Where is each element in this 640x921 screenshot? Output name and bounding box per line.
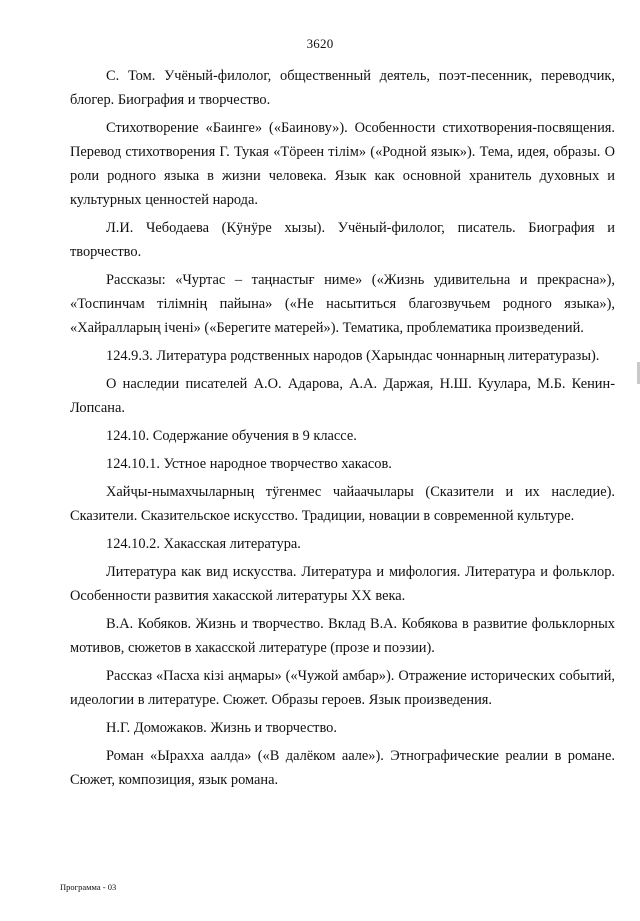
paragraph-bainge-poem: Стихотворение «Баинге» («Баинову»). Особенности стихотворения-посвящения. Перевод стихотворения Г. Тукая «Тöреен тiлiм» («Родной язык»). Тема, идея, образы. О роли родного языка в жизни человека. Язык как основной хранитель духовных и культурных ценностей народа. (70, 120, 615, 208)
paragraph-tom-biography: С. Том. Учёный-филолог, общественный деятель, поэт-песенник, переводчик, блогер. Биография и творчество. (70, 68, 615, 108)
section-heading-124-9-3: 124.9.3. Литература родственных народов (Харындас чоннарның литературазы). (106, 348, 600, 364)
section-heading-124-10: 124.10. Содержание обучения в 9 классе. (106, 428, 357, 444)
main-text (70, 64, 615, 796)
paragraph-domozhakov-biography: Н.Г. Доможаков. Жизнь и творчество. (106, 720, 337, 736)
page-number: 3620 (306, 36, 334, 51)
paragraph-chebodaeva-stories: Рассказы: «Чуртас – таңнастығ ниме» («Жизнь удивительна и прекрасна»), «Тоспинчам тiлiмнiң пайына» («Не насытиться благозвучьем родного языка»), «Хайралларың iченi» («Берегите матерей»). Тематика, проблематика произведений. (70, 272, 615, 336)
paragraph-kobyakov-story: Рассказ «Пасха кiзi аңмары» («Чужой амбар»). Отражение исторических событий, идеологии в литературе. Сюжет. Образы героев. Язык произведения. (70, 668, 615, 708)
paragraph-kobyakov-biography: В.А. Кобяков. Жизнь и творчество. Вклад В.А. Кобякова в развитие фольклорных мотивов, сюжетов в хакасской литературе (прозе и поэзии). (70, 616, 615, 656)
paragraph-related-writers: О наследии писателей А.О. Адарова, А.А. Даржая, Н.Ш. Куулара, М.Б. Кенин-Лопсана. (70, 376, 615, 416)
paragraph-domozhakov-novel: Роман «Ырахха аалда» («В далёком аале»). Этнографические реалии в романе. Сюжет, композиция, язык романа. (70, 748, 615, 788)
page-footer: Программа - 03 (60, 882, 117, 892)
paragraph-literature-art: Литература как вид искусства. Литература и мифология. Литература и фольклор. Особенности развития хакасской литературы XX века. (70, 564, 615, 604)
section-heading-124-10-2: 124.10.2. Хакасская литература. (106, 536, 301, 552)
section-heading-124-10-1: 124.10.1. Устное народное творчество хакасов. (106, 456, 392, 472)
paragraph-chebodaeva-biography: Л.И. Чебодаева (Кӱнӱре хызы). Учёный-филолог, писатель. Биография и творчество. (70, 220, 615, 260)
paragraph-storytellers: Хайҷы-нымахчыларның тӱгенмес чайаачылары (Сказители и их наследие). Сказители. Сказительское искусство. Традиции, новации в современной культуре. (70, 484, 615, 524)
